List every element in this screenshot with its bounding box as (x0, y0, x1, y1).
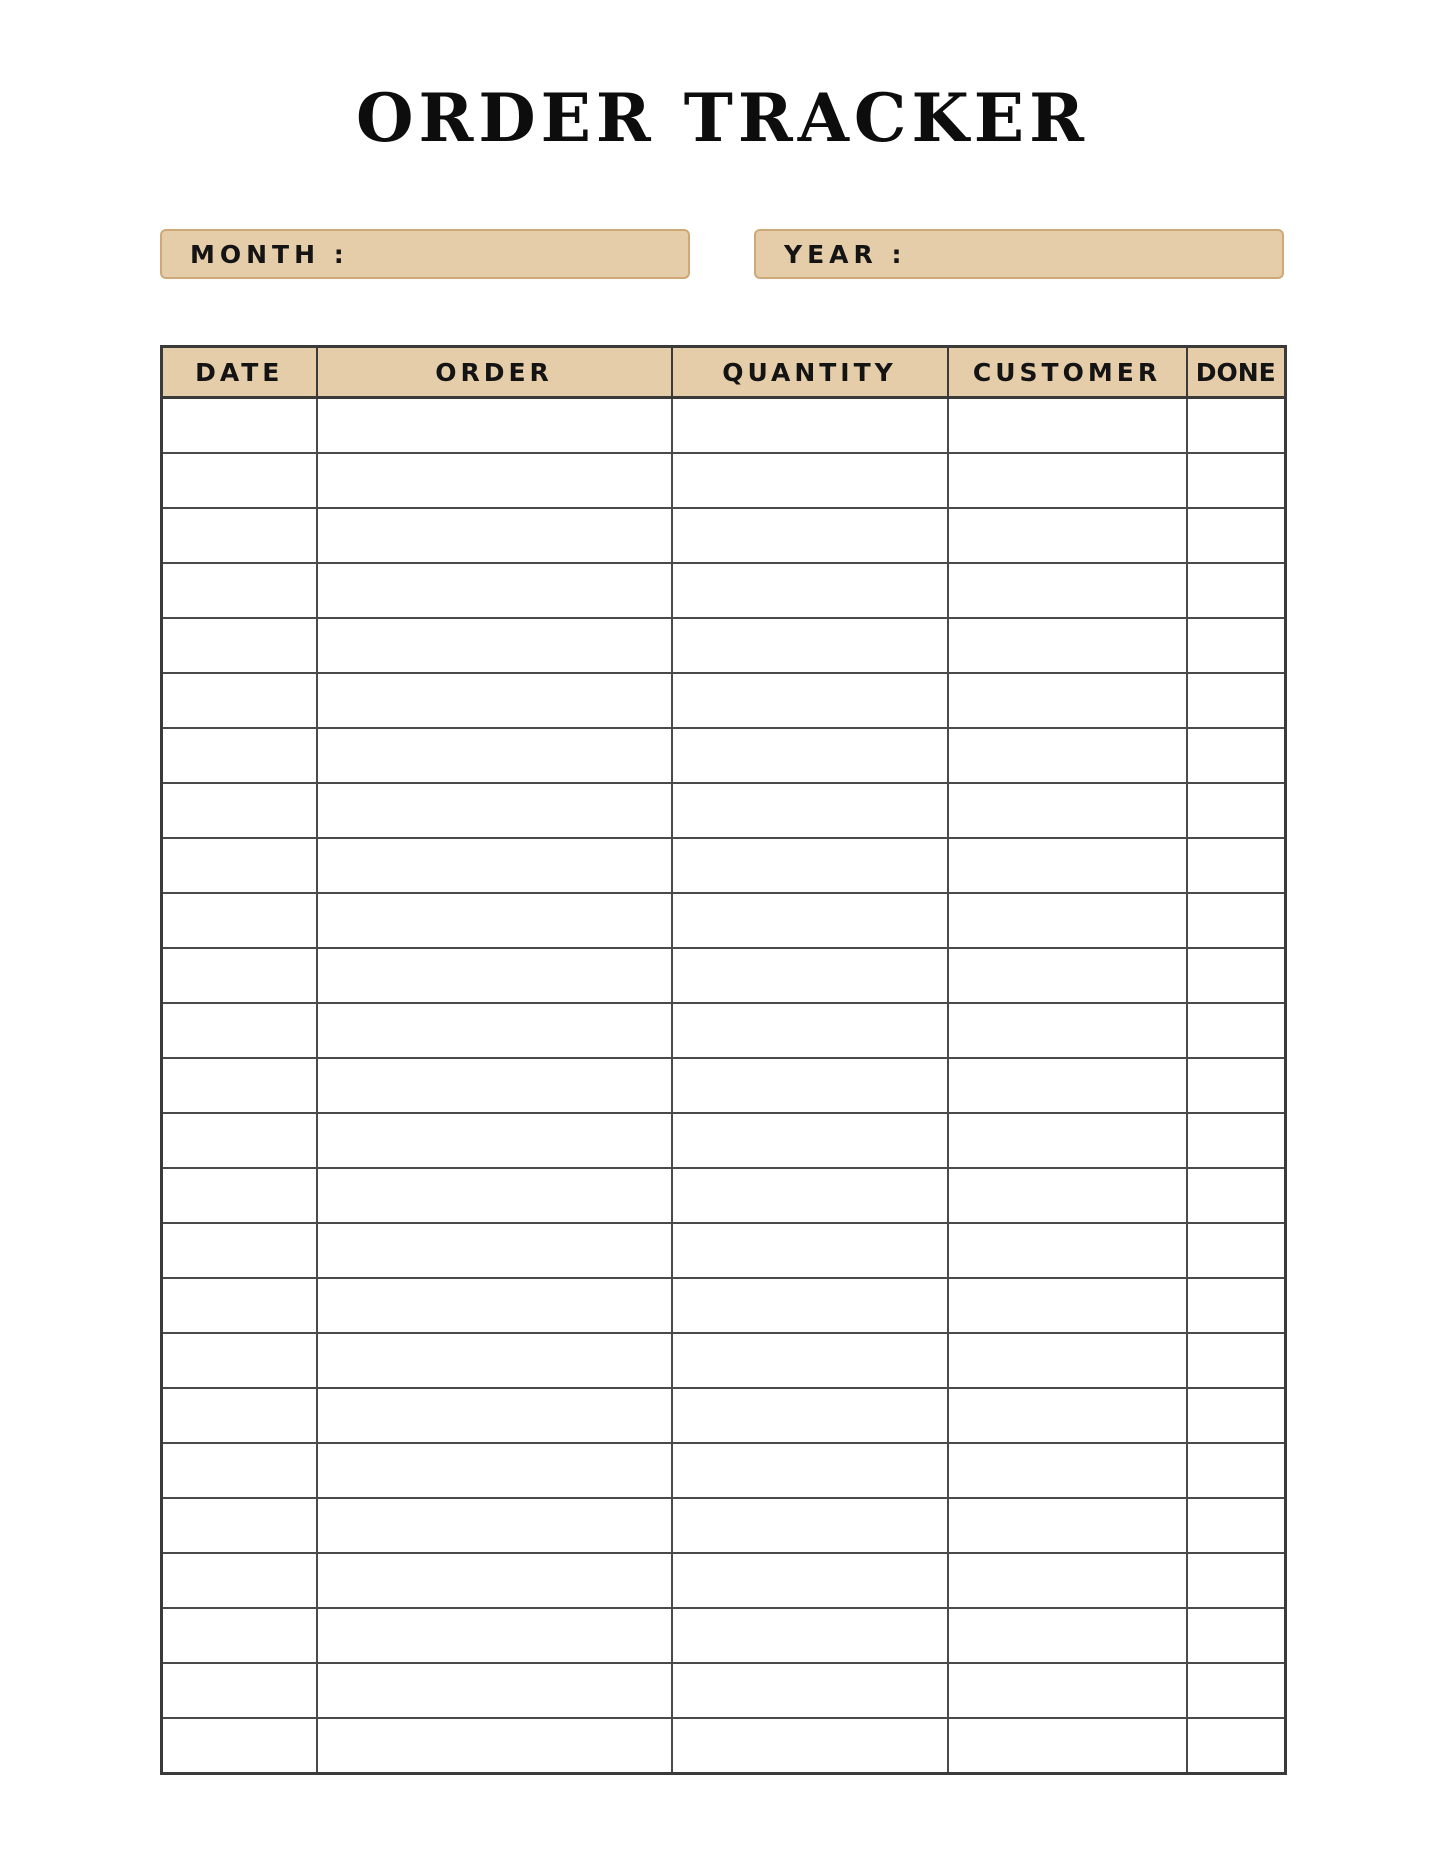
table-row (162, 1608, 1286, 1663)
cell-date[interactable] (162, 1278, 317, 1333)
table-row (162, 1663, 1286, 1718)
table-row (162, 1388, 1286, 1443)
cell-quantity[interactable] (672, 1608, 948, 1663)
cell-done[interactable] (1187, 618, 1286, 673)
cell-customer[interactable] (948, 563, 1187, 618)
cell-done[interactable] (1187, 1663, 1286, 1718)
cell-quantity[interactable] (672, 1113, 948, 1168)
cell-quantity[interactable] (672, 1443, 948, 1498)
cell-order[interactable] (317, 508, 672, 563)
cell-done[interactable] (1187, 1498, 1286, 1553)
cell-quantity[interactable] (672, 618, 948, 673)
table-row (162, 1553, 1286, 1608)
table-row (162, 673, 1286, 728)
cell-quantity[interactable] (672, 563, 948, 618)
cell-order[interactable] (317, 783, 672, 838)
cell-customer[interactable] (948, 453, 1187, 508)
cell-customer[interactable] (948, 1608, 1187, 1663)
cell-done[interactable] (1187, 1388, 1286, 1443)
column-header-done: DONE (1187, 347, 1286, 398)
cell-date[interactable] (162, 1498, 317, 1553)
cell-customer[interactable] (948, 893, 1187, 948)
cell-order[interactable] (317, 1718, 672, 1774)
cell-quantity[interactable] (672, 1718, 948, 1774)
cell-quantity[interactable] (672, 508, 948, 563)
cell-done[interactable] (1187, 893, 1286, 948)
cell-quantity[interactable] (672, 1663, 948, 1718)
cell-quantity[interactable] (672, 1278, 948, 1333)
cell-done[interactable] (1187, 1333, 1286, 1388)
cell-quantity[interactable] (672, 728, 948, 783)
table-row (162, 1058, 1286, 1113)
cell-order[interactable] (317, 398, 672, 454)
page-title: ORDER TRACKER (356, 79, 1089, 157)
cell-done[interactable] (1187, 1113, 1286, 1168)
cell-order[interactable] (317, 453, 672, 508)
cell-quantity[interactable] (672, 838, 948, 893)
cell-order[interactable] (317, 838, 672, 893)
cell-customer[interactable] (948, 1058, 1187, 1113)
cell-quantity[interactable] (672, 673, 948, 728)
table-row (162, 728, 1286, 783)
cell-quantity[interactable] (672, 893, 948, 948)
cell-done[interactable] (1187, 1553, 1286, 1608)
cell-customer[interactable] (948, 948, 1187, 1003)
cell-date[interactable] (162, 728, 317, 783)
cell-date[interactable] (162, 1113, 317, 1168)
cell-date[interactable] (162, 1058, 317, 1113)
cell-date[interactable] (162, 673, 317, 728)
cell-quantity[interactable] (672, 1168, 948, 1223)
cell-order[interactable] (317, 1223, 672, 1278)
cell-done[interactable] (1187, 453, 1286, 508)
cell-done[interactable] (1187, 838, 1286, 893)
cell-date[interactable] (162, 618, 317, 673)
table-header-row (162, 347, 1286, 398)
cell-done[interactable] (1187, 563, 1286, 618)
cell-order[interactable] (317, 728, 672, 783)
cell-order[interactable] (317, 1553, 672, 1608)
cell-customer[interactable] (948, 838, 1187, 893)
cell-order[interactable] (317, 1388, 672, 1443)
cell-quantity[interactable] (672, 398, 948, 454)
table-row (162, 783, 1286, 838)
cell-order[interactable] (317, 893, 672, 948)
cell-date[interactable] (162, 1663, 317, 1718)
cell-done[interactable] (1187, 783, 1286, 838)
table-row (162, 1003, 1286, 1058)
cell-customer[interactable] (948, 728, 1187, 783)
cell-done[interactable] (1187, 1058, 1286, 1113)
cell-date[interactable] (162, 1333, 317, 1388)
table-row (162, 563, 1286, 618)
cell-quantity[interactable] (672, 1223, 948, 1278)
cell-order[interactable] (317, 1498, 672, 1553)
cell-order[interactable] (317, 1113, 672, 1168)
table-row (162, 948, 1286, 1003)
table-row (162, 1168, 1286, 1223)
cell-date[interactable] (162, 1553, 317, 1608)
column-header-order: ORDER (317, 347, 672, 398)
cell-customer[interactable] (948, 1113, 1187, 1168)
cell-date[interactable] (162, 948, 317, 1003)
cell-done[interactable] (1187, 728, 1286, 783)
order-table (160, 345, 1287, 1775)
cell-date[interactable] (162, 1443, 317, 1498)
cell-done[interactable] (1187, 1718, 1286, 1774)
cell-done[interactable] (1187, 508, 1286, 563)
cell-customer[interactable] (948, 673, 1187, 728)
month-field[interactable] (160, 229, 690, 279)
cell-customer[interactable] (948, 1718, 1187, 1774)
cell-customer[interactable] (948, 1278, 1187, 1333)
column-header-date: DATE (162, 347, 317, 398)
cell-order[interactable] (317, 673, 672, 728)
cell-order[interactable] (317, 1333, 672, 1388)
cell-order[interactable] (317, 948, 672, 1003)
cell-customer[interactable] (948, 1003, 1187, 1058)
cell-customer[interactable] (948, 783, 1187, 838)
cell-customer[interactable] (948, 1498, 1187, 1553)
cell-done[interactable] (1187, 1278, 1286, 1333)
table-row (162, 1113, 1286, 1168)
cell-quantity[interactable] (672, 1058, 948, 1113)
cell-quantity[interactable] (672, 1003, 948, 1058)
cell-customer[interactable] (948, 1553, 1187, 1608)
table-row (162, 508, 1286, 563)
cell-date[interactable] (162, 563, 317, 618)
cell-customer[interactable] (948, 508, 1187, 563)
cell-order[interactable] (317, 563, 672, 618)
cell-date[interactable] (162, 1223, 317, 1278)
cell-customer[interactable] (948, 618, 1187, 673)
table-row (162, 1498, 1286, 1553)
table-row (162, 1223, 1286, 1278)
cell-date[interactable] (162, 1168, 317, 1223)
column-header-customer: CUSTOMER (948, 347, 1187, 398)
table-row (162, 1333, 1286, 1388)
cell-done[interactable] (1187, 1443, 1286, 1498)
cell-done[interactable] (1187, 1608, 1286, 1663)
cell-order[interactable] (317, 1003, 672, 1058)
cell-customer[interactable] (948, 398, 1187, 454)
cell-date[interactable] (162, 1718, 317, 1774)
table-row (162, 1718, 1286, 1774)
cell-order[interactable] (317, 1608, 672, 1663)
cell-quantity[interactable] (672, 948, 948, 1003)
cell-done[interactable] (1187, 948, 1286, 1003)
cell-order[interactable] (317, 1058, 672, 1113)
column-header-quantity: QUANTITY (672, 347, 948, 398)
cell-done[interactable] (1187, 1168, 1286, 1223)
cell-date[interactable] (162, 1388, 317, 1443)
cell-quantity[interactable] (672, 783, 948, 838)
cell-quantity[interactable] (672, 1333, 948, 1388)
table-row (162, 893, 1286, 948)
cell-order[interactable] (317, 618, 672, 673)
cell-quantity[interactable] (672, 1498, 948, 1553)
cell-customer[interactable] (948, 1168, 1187, 1223)
table-body (162, 398, 1286, 1774)
cell-date[interactable] (162, 893, 317, 948)
cell-done[interactable] (1187, 1223, 1286, 1278)
month-label: MONTH : (190, 239, 349, 269)
table-row (162, 398, 1286, 454)
cell-done[interactable] (1187, 1003, 1286, 1058)
table-row (162, 618, 1286, 673)
cell-customer[interactable] (948, 1443, 1187, 1498)
year-field[interactable] (754, 229, 1284, 279)
cell-date[interactable] (162, 508, 317, 563)
cell-customer[interactable] (948, 1223, 1187, 1278)
cell-date[interactable] (162, 838, 317, 893)
table-row (162, 453, 1286, 508)
cell-customer[interactable] (948, 1388, 1187, 1443)
cell-date[interactable] (162, 398, 317, 454)
cell-customer[interactable] (948, 1333, 1187, 1388)
cell-date[interactable] (162, 1003, 317, 1058)
cell-customer[interactable] (948, 1663, 1187, 1718)
table-row (162, 1443, 1286, 1498)
cell-order[interactable] (317, 1278, 672, 1333)
cell-date[interactable] (162, 453, 317, 508)
cell-done[interactable] (1187, 398, 1286, 454)
cell-order[interactable] (317, 1168, 672, 1223)
table-row (162, 838, 1286, 893)
cell-quantity[interactable] (672, 1553, 948, 1608)
cell-date[interactable] (162, 783, 317, 838)
cell-date[interactable] (162, 1608, 317, 1663)
cell-order[interactable] (317, 1663, 672, 1718)
cell-quantity[interactable] (672, 453, 948, 508)
cell-order[interactable] (317, 1443, 672, 1498)
cell-done[interactable] (1187, 673, 1286, 728)
cell-quantity[interactable] (672, 1388, 948, 1443)
table-row (162, 1278, 1286, 1333)
year-label: YEAR : (784, 239, 907, 269)
